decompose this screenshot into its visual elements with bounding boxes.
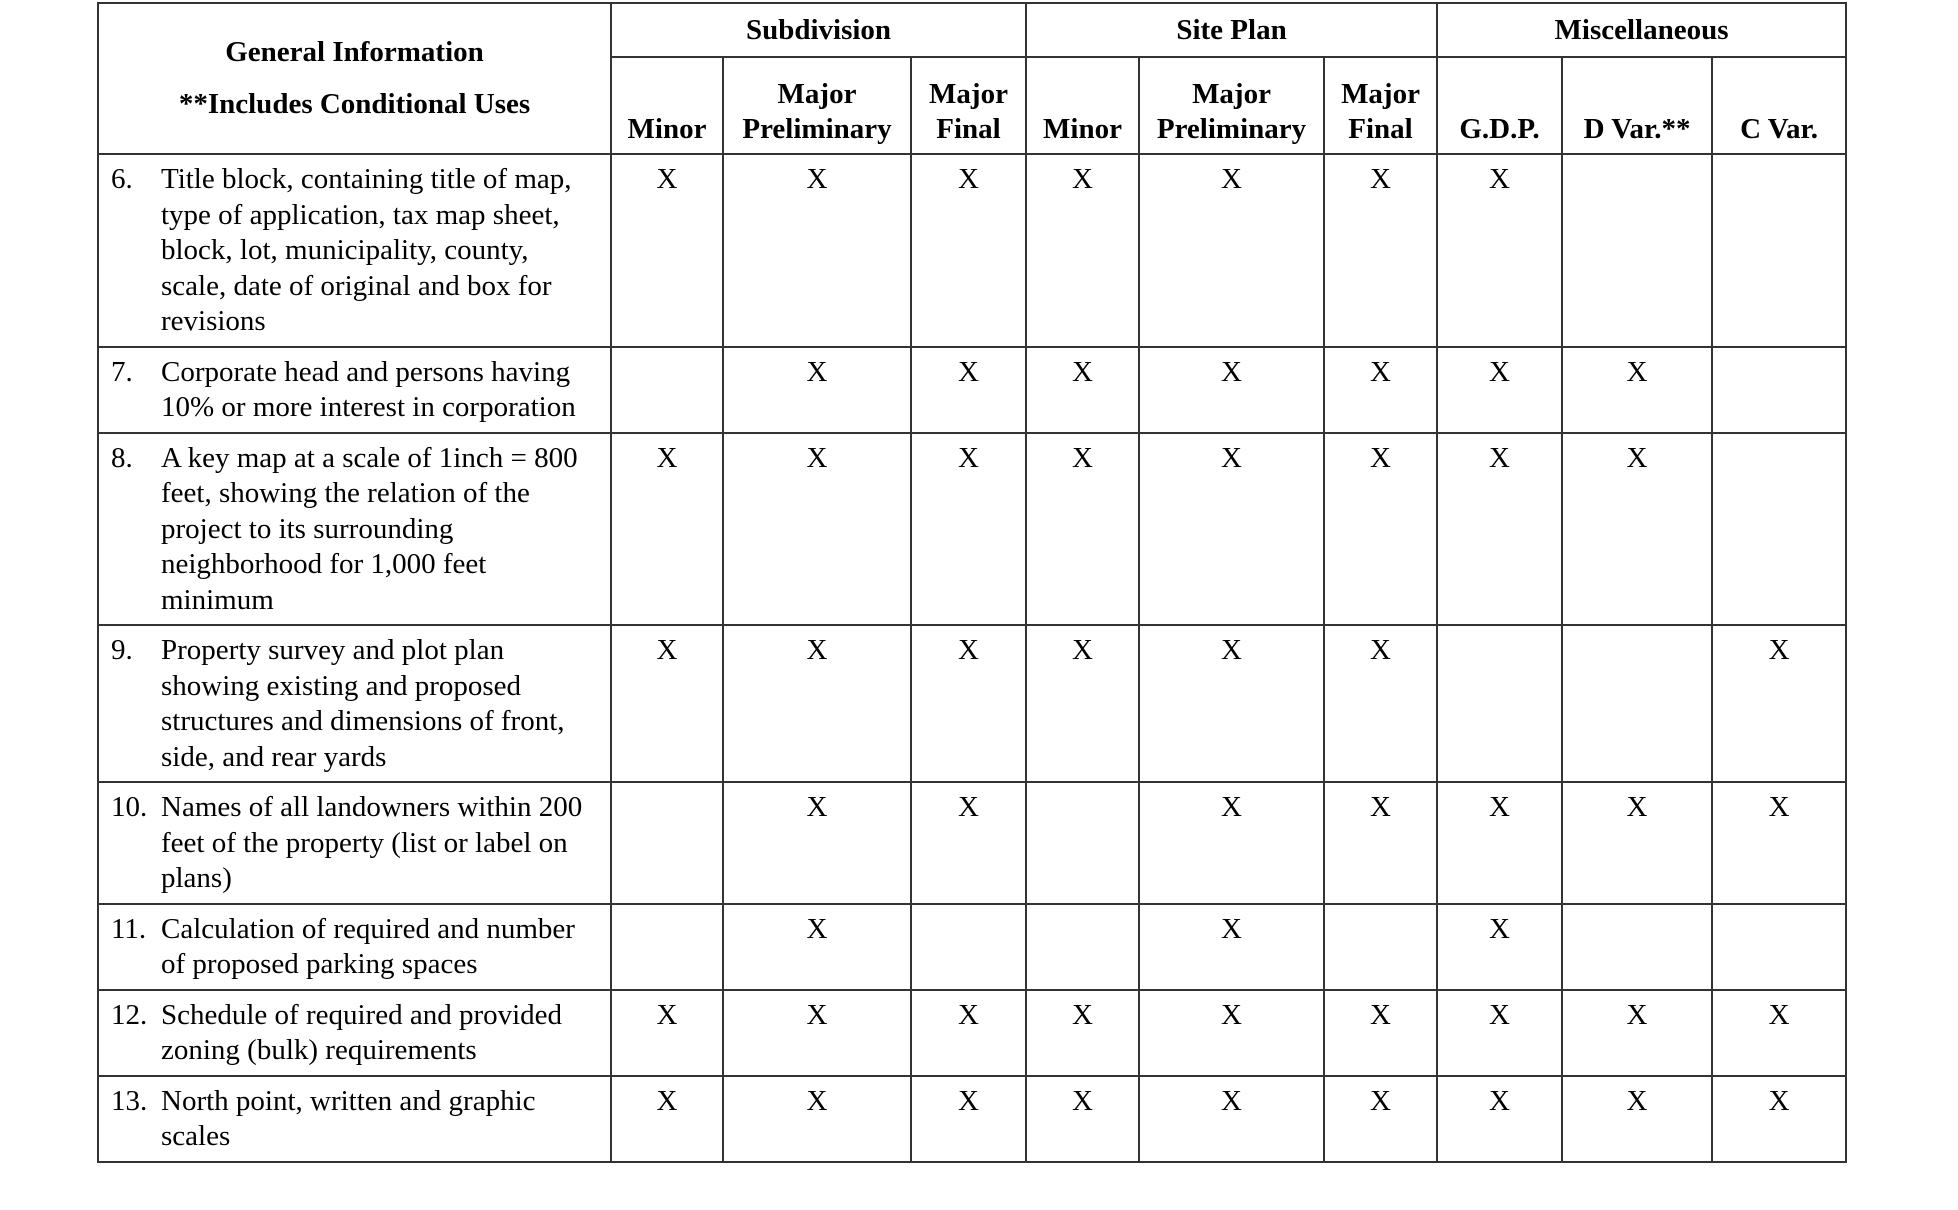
mark-cell-subdivision-major-preliminary: X (723, 904, 911, 990)
item-description: Title block, containing title of map, type of application, tax map sheet, block, lot, municipality, county, scale, date of original and box for revisions (161, 163, 572, 337)
checklist-table (97, 2, 1847, 1163)
miscellaneous-group-header: Miscellaneous (1437, 3, 1846, 57)
site-plan-group-header: Site Plan (1026, 3, 1437, 57)
mark-cell-c-var (1712, 347, 1846, 433)
mark-cell-subdivision-minor: X (611, 625, 723, 782)
table-row (98, 625, 1846, 782)
mark-cell-site-plan-major-final: X (1324, 154, 1437, 347)
mark-cell-site-plan-minor: X (1026, 1076, 1139, 1162)
mark-cell-c-var (1712, 433, 1846, 626)
mark-cell-site-plan-major-final: X (1324, 433, 1437, 626)
mark-cell-subdivision-major-preliminary: X (723, 433, 911, 626)
mark-cell-site-plan-major-preliminary: X (1139, 433, 1324, 626)
mark-cell-subdivision-major-preliminary: X (723, 347, 911, 433)
mark-cell-d-var: X (1562, 990, 1712, 1076)
mark-cell-gdp: X (1437, 904, 1562, 990)
column-header-c-var: C Var. (1712, 57, 1846, 154)
requirement-cell (98, 990, 611, 1076)
mark-cell-subdivision-minor (611, 904, 723, 990)
requirement-cell (98, 782, 611, 904)
mark-cell-subdivision-major-final: X (911, 347, 1026, 433)
mark-cell-site-plan-minor: X (1026, 990, 1139, 1076)
mark-cell-d-var: X (1562, 347, 1712, 433)
mark-cell-d-var (1562, 625, 1712, 782)
mark-cell-gdp: X (1437, 433, 1562, 626)
mark-cell-subdivision-major-final: X (911, 154, 1026, 347)
item-number: 12. (111, 998, 148, 1031)
subdivision-group-header: Subdivision (611, 3, 1026, 57)
item-number: 8. (111, 441, 133, 474)
mark-cell-gdp: X (1437, 154, 1562, 347)
item-number: 11. (111, 912, 147, 945)
mark-cell-c-var: X (1712, 782, 1846, 904)
mark-cell-subdivision-minor: X (611, 433, 723, 626)
item-description: North point, written and graphic scales (161, 1084, 536, 1152)
general-information-header (98, 3, 611, 154)
item-number: 10. (111, 791, 148, 823)
mark-cell-subdivision-major-preliminary: X (723, 625, 911, 782)
table-row (98, 1076, 1846, 1162)
item-number: 9. (111, 634, 133, 666)
item-description: Property survey and plot plan showing existing and proposed structures and dimensions of front, side, and rear yards (161, 634, 565, 773)
mark-cell-site-plan-major-preliminary: X (1139, 1076, 1324, 1162)
mark-cell-site-plan-minor (1026, 782, 1139, 904)
mark-cell-site-plan-minor: X (1026, 347, 1139, 433)
mark-cell-site-plan-major-preliminary: X (1139, 347, 1324, 433)
mark-cell-site-plan-major-final: X (1324, 1076, 1437, 1162)
mark-cell-subdivision-major-final: X (911, 1076, 1026, 1162)
conditional-uses-note: **Includes Conditional Uses (178, 88, 531, 120)
table-row (98, 990, 1846, 1076)
mark-cell-subdivision-major-preliminary: X (723, 782, 911, 904)
item-number: 6. (111, 163, 133, 195)
mark-cell-gdp: X (1437, 1076, 1562, 1162)
mark-cell-site-plan-major-final: X (1324, 625, 1437, 782)
mark-cell-c-var: X (1712, 1076, 1846, 1162)
table-row (98, 347, 1846, 433)
mark-cell-subdivision-major-final: X (911, 782, 1026, 904)
table-row (98, 433, 1846, 626)
item-description: Schedule of required and provided zoning (bulk) requirements (161, 998, 563, 1066)
mark-cell-subdivision-major-final (911, 904, 1026, 990)
item-number: 7. (111, 355, 133, 388)
requirement-cell (98, 625, 611, 782)
mark-cell-subdivision-major-final: X (911, 433, 1026, 626)
requirement-cell (98, 154, 611, 347)
mark-cell-site-plan-minor: X (1026, 154, 1139, 347)
mark-cell-site-plan-minor (1026, 904, 1139, 990)
requirement-cell (98, 1076, 611, 1162)
mark-cell-subdivision-minor: X (611, 154, 723, 347)
mark-cell-d-var: X (1562, 433, 1712, 626)
mark-cell-site-plan-major-preliminary: X (1139, 154, 1324, 347)
column-header-subdivision-minor: Minor (611, 57, 723, 154)
column-header-gdp: G.D.P. (1437, 57, 1562, 154)
table-row (98, 154, 1846, 347)
mark-cell-site-plan-minor: X (1026, 433, 1139, 626)
mark-cell-subdivision-major-final: X (911, 990, 1026, 1076)
table-row (98, 782, 1846, 904)
mark-cell-site-plan-major-preliminary: X (1139, 904, 1324, 990)
item-description: Calculation of required and number of proposed parking spaces (161, 912, 575, 980)
item-description: Corporate head and persons having 10% or more interest in corporation (161, 355, 576, 423)
mark-cell-site-plan-major-final (1324, 904, 1437, 990)
column-header-site-plan-major-preliminary: Major Preliminary (1139, 57, 1324, 154)
general-information-title: General Information (225, 36, 484, 68)
column-header-site-plan-major-final: Major Final (1324, 57, 1437, 154)
requirement-cell (98, 433, 611, 626)
item-number: 13. (111, 1084, 148, 1117)
mark-cell-site-plan-minor: X (1026, 625, 1139, 782)
column-header-site-plan-minor: Minor (1026, 57, 1139, 154)
mark-cell-gdp: X (1437, 347, 1562, 433)
mark-cell-subdivision-major-preliminary: X (723, 154, 911, 347)
mark-cell-c-var (1712, 904, 1846, 990)
requirement-cell (98, 904, 611, 990)
item-description: Names of all landowners within 200 feet of the property (list or label on plans) (161, 791, 583, 894)
mark-cell-site-plan-major-final: X (1324, 782, 1437, 904)
mark-cell-d-var (1562, 904, 1712, 990)
mark-cell-subdivision-minor (611, 782, 723, 904)
mark-cell-site-plan-major-final: X (1324, 990, 1437, 1076)
column-header-subdivision-major-final: Major Final (911, 57, 1026, 154)
mark-cell-site-plan-major-final: X (1324, 347, 1437, 433)
mark-cell-subdivision-minor: X (611, 1076, 723, 1162)
item-description: A key map at a scale of 1inch = 800 feet, showing the relation of the project to its surrounding neighborhood for 1,000 feet minimum (161, 441, 578, 616)
mark-cell-subdivision-minor (611, 347, 723, 433)
mark-cell-c-var (1712, 154, 1846, 347)
mark-cell-d-var: X (1562, 782, 1712, 904)
mark-cell-subdivision-major-preliminary: X (723, 990, 911, 1076)
mark-cell-gdp (1437, 625, 1562, 782)
column-header-subdivision-major-preliminary: Major Preliminary (723, 57, 911, 154)
mark-cell-site-plan-major-preliminary: X (1139, 782, 1324, 904)
mark-cell-d-var: X (1562, 1076, 1712, 1162)
mark-cell-gdp: X (1437, 990, 1562, 1076)
mark-cell-subdivision-minor: X (611, 990, 723, 1076)
mark-cell-site-plan-major-preliminary: X (1139, 625, 1324, 782)
mark-cell-d-var (1562, 154, 1712, 347)
mark-cell-c-var: X (1712, 625, 1846, 782)
mark-cell-c-var: X (1712, 990, 1846, 1076)
requirement-cell (98, 347, 611, 433)
table-row (98, 904, 1846, 990)
mark-cell-subdivision-major-preliminary: X (723, 1076, 911, 1162)
mark-cell-site-plan-major-preliminary: X (1139, 990, 1324, 1076)
mark-cell-subdivision-major-final: X (911, 625, 1026, 782)
column-header-d-var: D Var.** (1562, 57, 1712, 154)
mark-cell-gdp: X (1437, 782, 1562, 904)
